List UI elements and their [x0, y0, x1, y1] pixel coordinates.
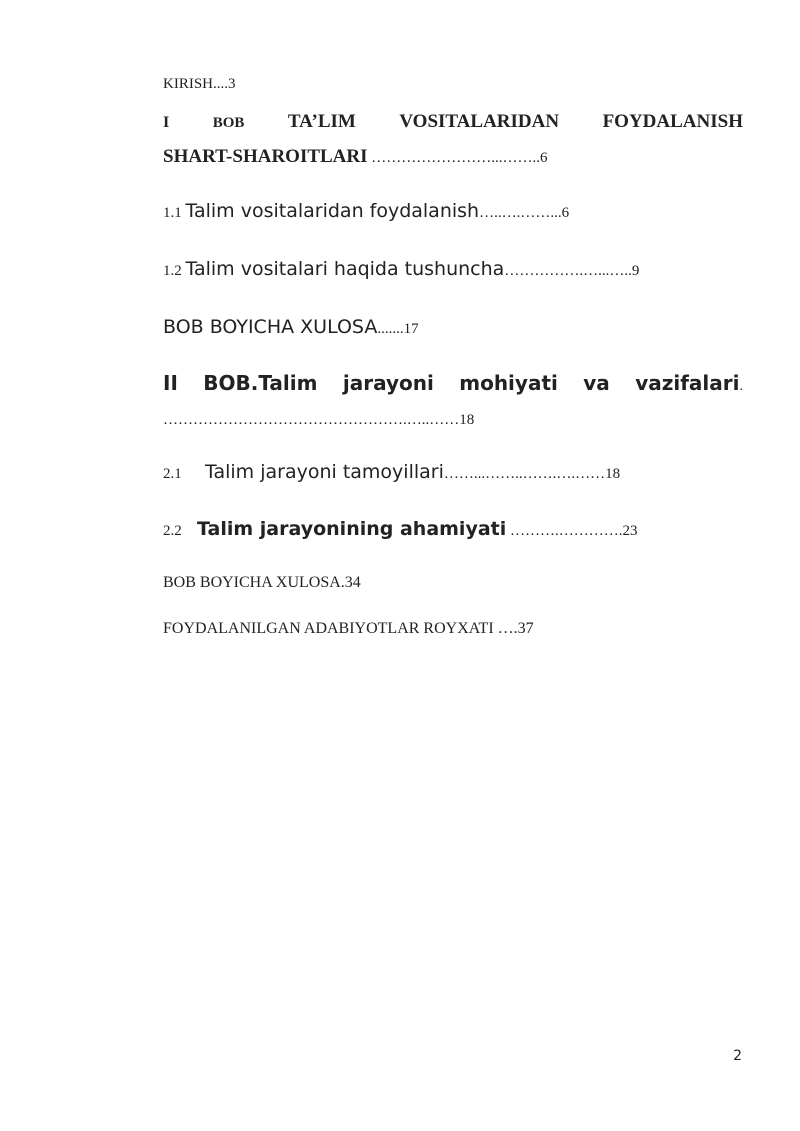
toc-xulosa-2-text: BOB BOYICHA XULOSA.34 [163, 574, 361, 591]
toc-item-1-2-number: 1.2 [163, 263, 186, 279]
toc-xulosa-1 [163, 316, 419, 338]
toc-kirish-text: KIRISH....3 [163, 76, 236, 92]
toc-item-2-2-title: Talim jarayonining ahamiyati [197, 518, 507, 540]
chapter-2-word-5: va [583, 371, 610, 395]
toc-chapter-2-heading [163, 371, 743, 395]
toc-item-2-1-title: Talim jarayoni tamoyillari [205, 461, 444, 483]
chapter-1-word-3: FOYDALANISH [602, 111, 743, 132]
chapter-1-title-cont: SHART-SHAROITLARI [163, 146, 368, 167]
toc-item-1-1 [163, 200, 569, 222]
chapter-1-bob: BOB [212, 115, 245, 131]
toc-item-2-1-number: 2.1 [163, 466, 182, 482]
toc-item-2-2-number: 2.2 [163, 523, 182, 539]
toc-item-2-2-dots: ……….………….23 [506, 523, 638, 539]
toc-item-1-1-dots: …..….……...6 [479, 205, 570, 221]
toc-xulosa-2 [163, 574, 361, 592]
chapter-1-dots: ……………………...……..6 [367, 150, 548, 166]
toc-item-2-1-dots: ……...……..…….….……18 [443, 466, 621, 482]
toc-xulosa-1-title: BOB BOYICHA XULOSA [163, 316, 378, 338]
toc-adabiyotlar [163, 620, 534, 638]
toc-kirish [163, 76, 236, 93]
chapter-1-word-1: TA’LIM [287, 111, 356, 132]
toc-item-2-1 [163, 461, 620, 483]
toc-adabiyotlar-text: FOYDALANILGAN ADABIYOTLAR ROYXATI ….37 [163, 620, 534, 637]
chapter-1-word-2: VOSITALARIDAN [399, 111, 560, 132]
toc-item-2-2 [163, 518, 638, 540]
toc-item-1-1-number: 1.1 [163, 205, 186, 221]
toc-xulosa-1-dots: .......17 [377, 321, 419, 337]
toc-item-1-2 [163, 258, 639, 280]
chapter-2-word-6: vazifalari [635, 371, 740, 395]
chapter-1-numeral: I [163, 114, 170, 131]
chapter-2-dots-text: ………………………………………….…..……18 [163, 412, 475, 428]
toc-chapter-2-dots [163, 412, 474, 429]
chapter-2-word-2: BOB.Talim [203, 371, 318, 395]
toc-chapter-1-heading-line-2 [163, 146, 548, 168]
page-number: 2 [733, 1048, 742, 1064]
chapter-2-word-1: II [163, 371, 178, 395]
chapter-2-word-3: jarayoni [342, 371, 434, 395]
chapter-2-word-4: mohiyati [459, 371, 558, 395]
toc-item-1-1-title: Talim vositalaridan foydalanish [185, 200, 480, 222]
toc-item-1-2-title: Talim vositalari haqida tushuncha [185, 258, 505, 280]
toc-item-1-2-dots: …………….…...…..9 [504, 263, 640, 279]
chapter-2-tail: . [739, 379, 743, 394]
toc-chapter-1-heading [163, 111, 743, 133]
